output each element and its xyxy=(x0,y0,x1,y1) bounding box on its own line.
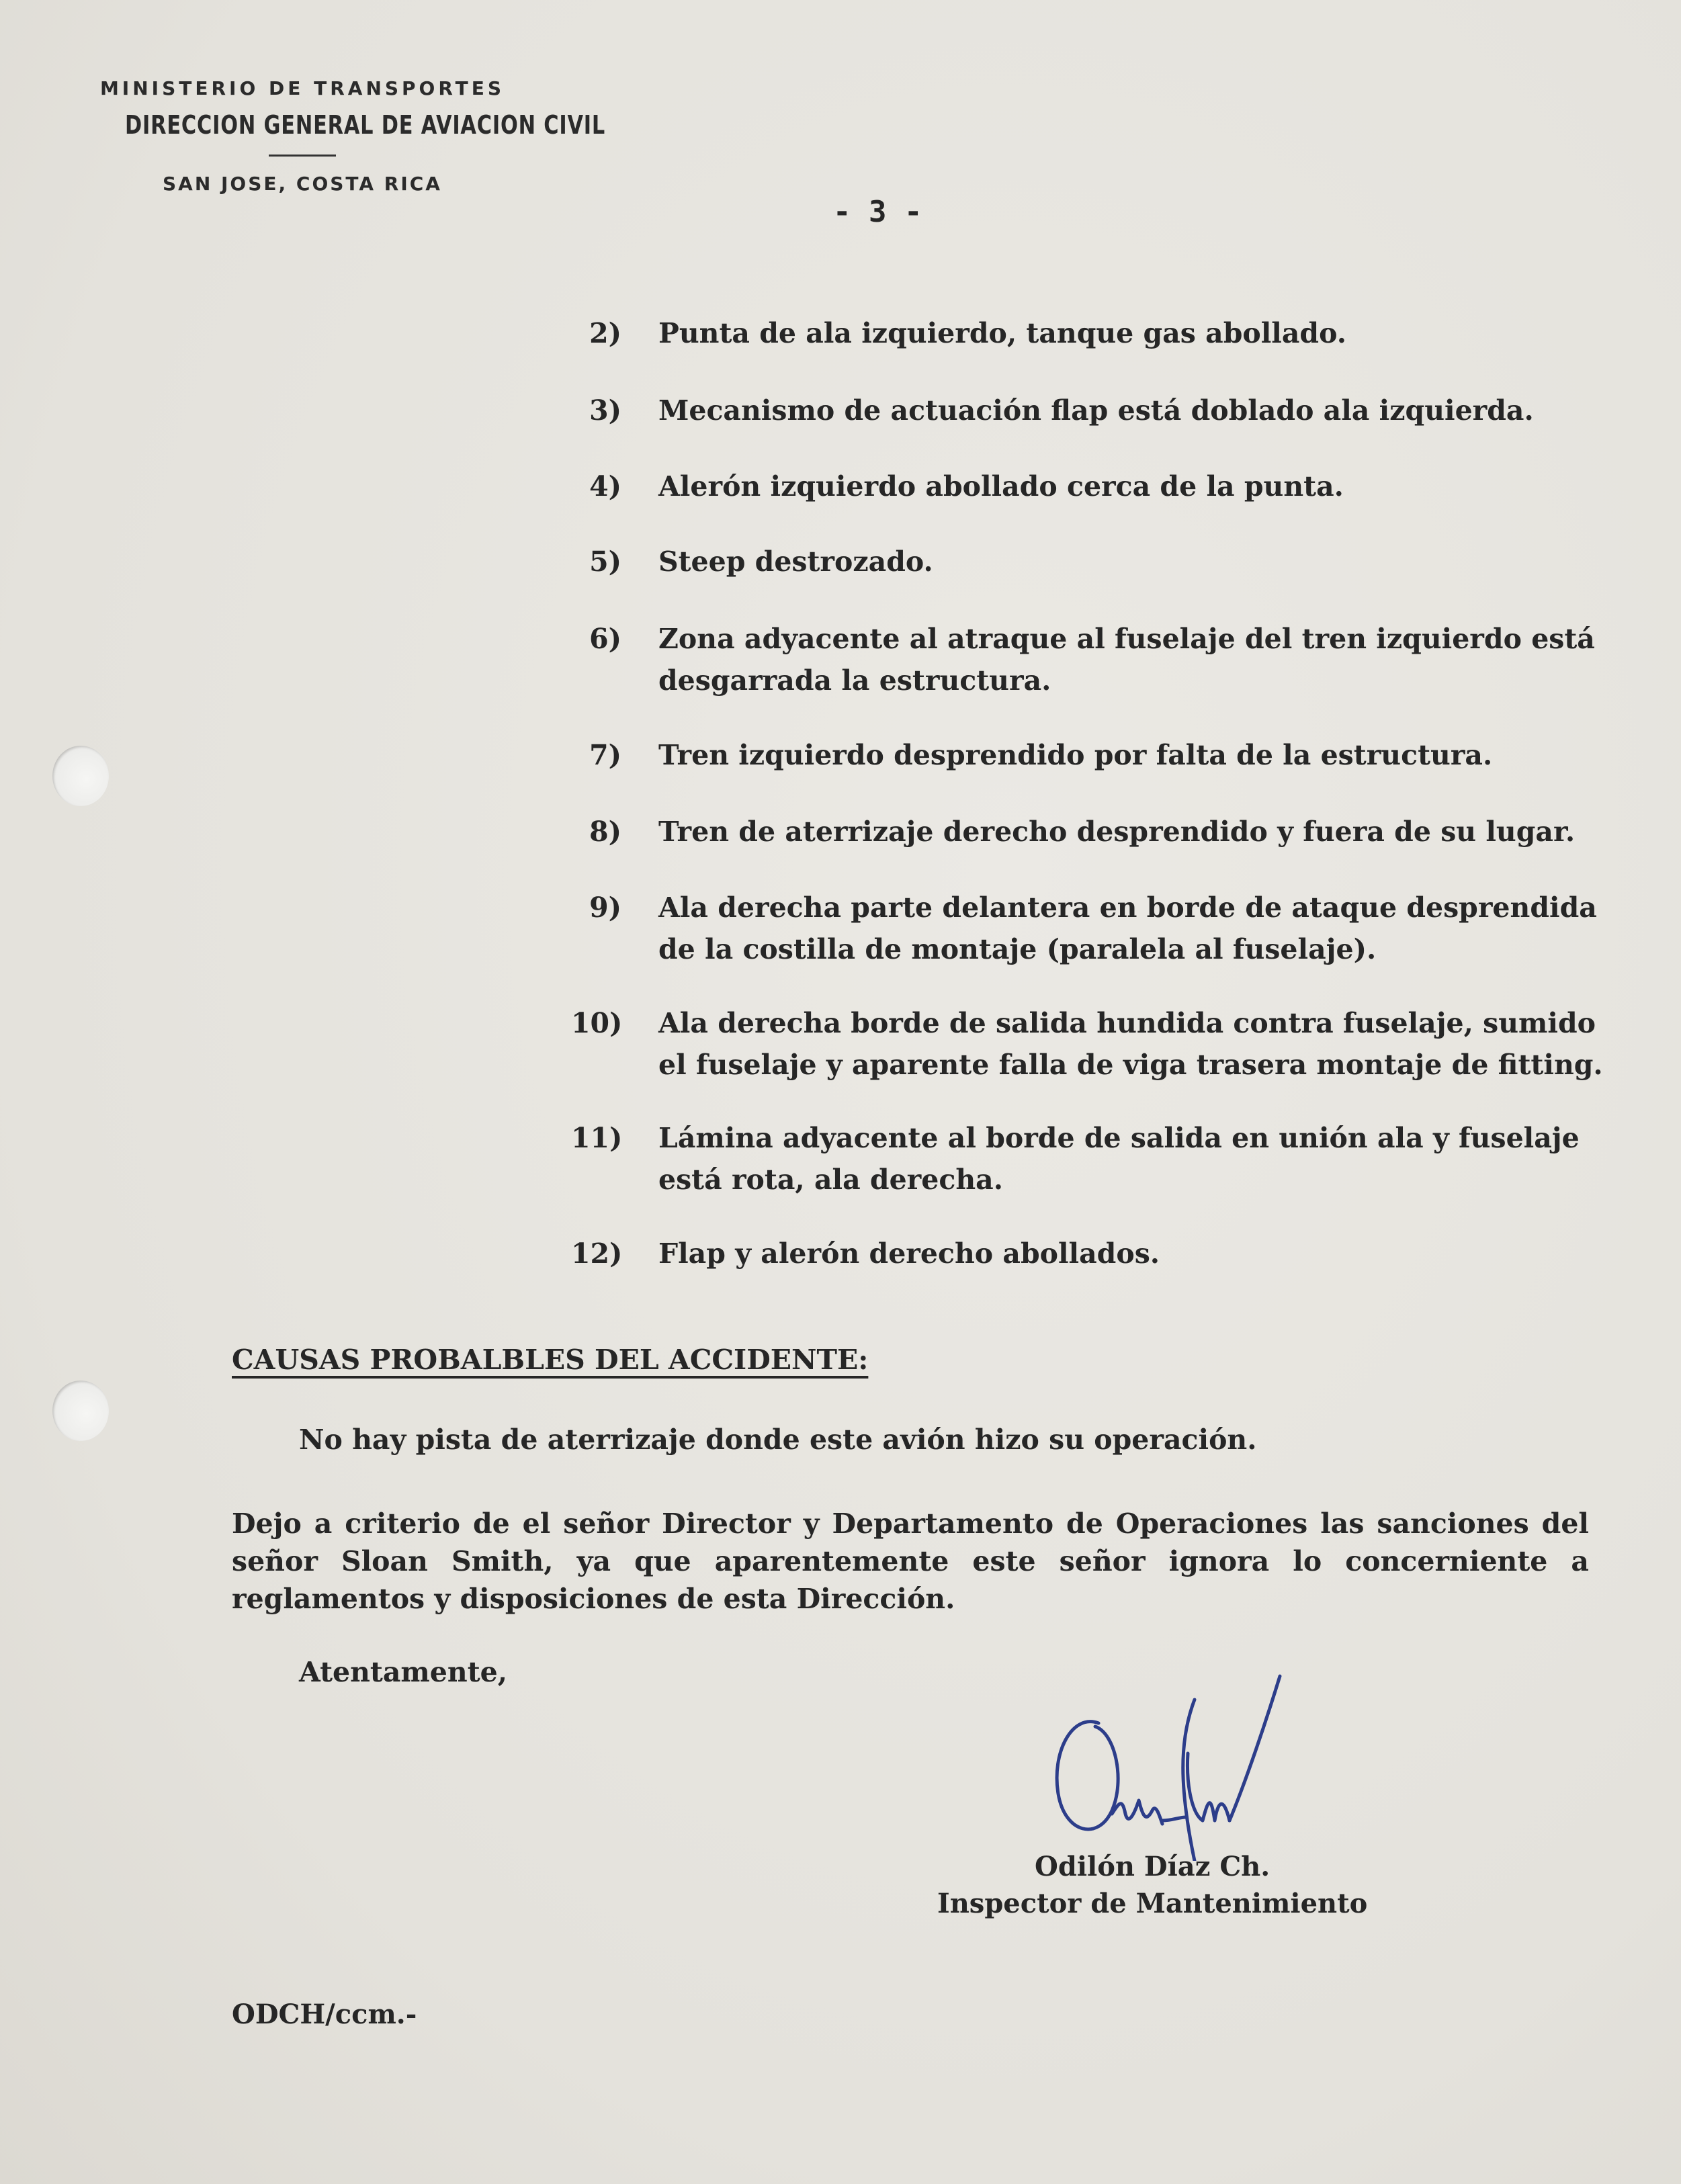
handwritten-signature xyxy=(1035,1659,1324,1861)
item-text: Steep destrozado. xyxy=(658,545,933,578)
signer-title: Inspector de Mantenimiento xyxy=(937,1888,1368,1919)
item-text: Punta de ala izquierdo, tanque gas abollado. xyxy=(658,317,1346,349)
item-text: Lámina adyacente al borde de salida en unión ala y fuselaje está rota, ala derecha. xyxy=(658,1122,1580,1196)
item-text: Tren de aterrizaje derecho desprendido y fuera de su lugar. xyxy=(658,816,1576,848)
item-number: 6) xyxy=(589,623,621,655)
letterhead xyxy=(81,77,606,195)
letterhead-city: SAN JOSE, COSTA RICA xyxy=(163,173,442,195)
item-number: 3) xyxy=(589,394,621,427)
causes-heading: CAUSAS PROBALBLES DEL ACCIDENTE: xyxy=(232,1344,869,1376)
item-number: 9) xyxy=(589,891,621,924)
item-text: Alerón izquierdo abollado cerca de la punta. xyxy=(658,470,1344,503)
item-number: 7) xyxy=(589,739,621,771)
signer-name: Odilón Díaz Ch. xyxy=(1035,1851,1270,1882)
item-number: 5) xyxy=(589,545,621,578)
letterhead-divider xyxy=(269,155,336,157)
letterhead-ministry: MINISTERIO DE TRANSPORTES xyxy=(99,77,505,99)
causes-paragraph-2: Dejo a criterio de el señor Director y Departamento de Operaciones las sanciones del señor Sloan Smith, ya que aparentemente este señor ignora lo concerniente a reglamentos y disposiciones de esta Dirección. xyxy=(232,1508,1589,1615)
causes-paragraph-1: No hay pista de aterrizaje donde este avión hizo su operación. xyxy=(299,1424,1257,1456)
item-number: 2) xyxy=(589,317,621,349)
item-text: Tren izquierdo desprendido por falta de la estructura. xyxy=(658,739,1493,771)
item-text: Ala derecha borde de salida hundida contra fuselaje, sumido el fuselaje y aparente falla de viga trasera montaje de fitting. xyxy=(658,1007,1603,1081)
item-number: 11) xyxy=(571,1122,623,1154)
item-text: Ala derecha parte delantera en borde de ataque desprendida de la costilla de montaje (paralela al fuselaje). xyxy=(658,891,1597,965)
page-number: - 3 - xyxy=(833,195,922,229)
reference-initials: ODCH/ccm.- xyxy=(232,1999,417,2030)
item-number: 12) xyxy=(571,1237,623,1270)
letterhead-direction: DIRECCION GENERAL DE AVIACION CIVIL xyxy=(125,110,606,140)
item-text: Zona adyacente al atraque al fuselaje del tren izquierdo está desgarrada la estructura. xyxy=(658,623,1595,697)
closing: Atentamente, xyxy=(299,1656,508,1688)
item-number: 8) xyxy=(589,816,621,848)
item-number: 10) xyxy=(571,1007,623,1039)
item-number: 4) xyxy=(589,470,621,503)
item-text: Mecanismo de actuación flap está doblado ala izquierda. xyxy=(658,394,1534,427)
item-text: Flap y alerón derecho abollados. xyxy=(658,1237,1160,1270)
punch-hole-top xyxy=(52,746,109,806)
punch-hole-bottom xyxy=(52,1381,109,1441)
